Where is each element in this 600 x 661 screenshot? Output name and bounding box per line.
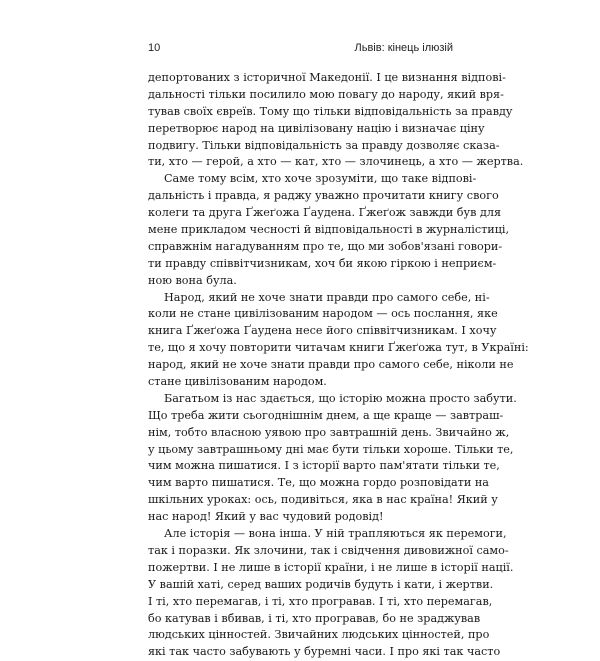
paragraph — [148, 526, 514, 661]
running-title: Львів: кінець ілюзій — [354, 42, 453, 54]
text-line: так і поразки. Як злочини, так і свідчення дивовижної само- — [148, 543, 509, 557]
text-line: шкільних уроках: ось, подивіться, яка в нас країна! Який у — [148, 493, 498, 507]
text-line: Саме тому всім, хто хоче зрозуміти, що таке відпові- — [164, 172, 477, 186]
text-line: Народ, який не хоче знати правди про самого себе, ні- — [164, 290, 490, 304]
text-line: ти, хто — герой, а хто — кат, хто — злочинець, а хто — жертва. — [148, 155, 524, 169]
text-line: колеги та друга Ґжеґожа Ґаудена. Ґжеґож завжди був для — [148, 206, 501, 220]
page-number: 10 — [148, 42, 161, 54]
text-line: ною вона була. — [148, 273, 237, 287]
paragraph — [148, 70, 524, 171]
text-line: пожертви. І не лише в історії країни, і не лише в історії нації. — [148, 560, 514, 574]
text-line: те, що я хочу повторити читачам книги Ґжеґожа тут, в Україні: — [148, 341, 529, 355]
body-text — [148, 70, 529, 661]
text-line: дальність і правда, я раджу уважно прочитати книгу свого — [148, 189, 499, 203]
text-line: Але історія — вона інша. У ній трапляються як перемоги, — [164, 527, 507, 541]
text-line: справжнім нагадуванням про те, що ми зобов'язані говори- — [148, 239, 503, 253]
text-line: стане цивілізованим народом. — [148, 375, 327, 389]
paragraph — [148, 290, 529, 391]
text-line: чим варто пишатися. Те, що можна гордо розповідати на — [148, 476, 489, 490]
text-line: книга Ґжеґожа Ґаудена несе його співвітчизникам. І хочу — [148, 324, 497, 338]
text-line: Багатьом із нас здається, що історію можна просто забути. — [164, 391, 517, 405]
text-line: подвигу. Тільки відповідальність за правду дозволяє сказа- — [148, 138, 500, 152]
text-line: У вашій хаті, серед ваших родичів будуть і кати, і жертви. — [148, 577, 494, 591]
text-line: депортованих з історичної Македонії. І це визнання відпові- — [148, 71, 506, 84]
page-header — [148, 42, 453, 58]
text-line: які так часто забувають у буремні часи. І про які так часто — [148, 645, 501, 659]
text-line: нас народ! Який у вас чудовий родовід! — [148, 510, 384, 524]
paragraph — [148, 171, 510, 289]
text-line: чим можна пишатися. І з історії варто пам'ятати тільки те, — [148, 459, 500, 473]
paragraph — [148, 391, 517, 526]
text-line: Що треба жити сьогоднішнім днем, а ще краще — завтраш- — [148, 408, 504, 422]
text-line: І ті, хто перемагав, і ті, хто програвав. І ті, хто перемагав, — [148, 594, 493, 608]
text-line: коли не стане цивілізованим народом — ось послання, яке — [148, 307, 498, 321]
text-line: людських цінностей. Звичайних людських цінностей, про — [148, 628, 490, 642]
text-line: бо катував і вбивав, і ті, хто програвав, бо не зраджував — [148, 611, 481, 625]
text-line: мене прикладом чесності й відповідальності в журналістиці, — [148, 223, 510, 237]
text-line: тував своїх євреїв. Тому що тільки відповідальність за правду — [148, 104, 513, 118]
text-line: ти правду співвітчизникам, хоч би якою гіркою і неприєм- — [148, 256, 497, 270]
text-line: у цьому завтрашньому дні має бути тільки хороше. Тільки те, — [148, 442, 514, 456]
text-line: дальності тільки посилило мою повагу до народу, який вря- — [148, 87, 504, 101]
text-line: народ, який не хоче знати правди про самого себе, ніколи не — [148, 358, 514, 372]
text-line: перетворює народ на цивілізовану націю і визначає ціну — [148, 121, 485, 135]
text-line: нім, тобто власною уявою про завтрашній день. Звичайно ж, — [148, 425, 510, 439]
